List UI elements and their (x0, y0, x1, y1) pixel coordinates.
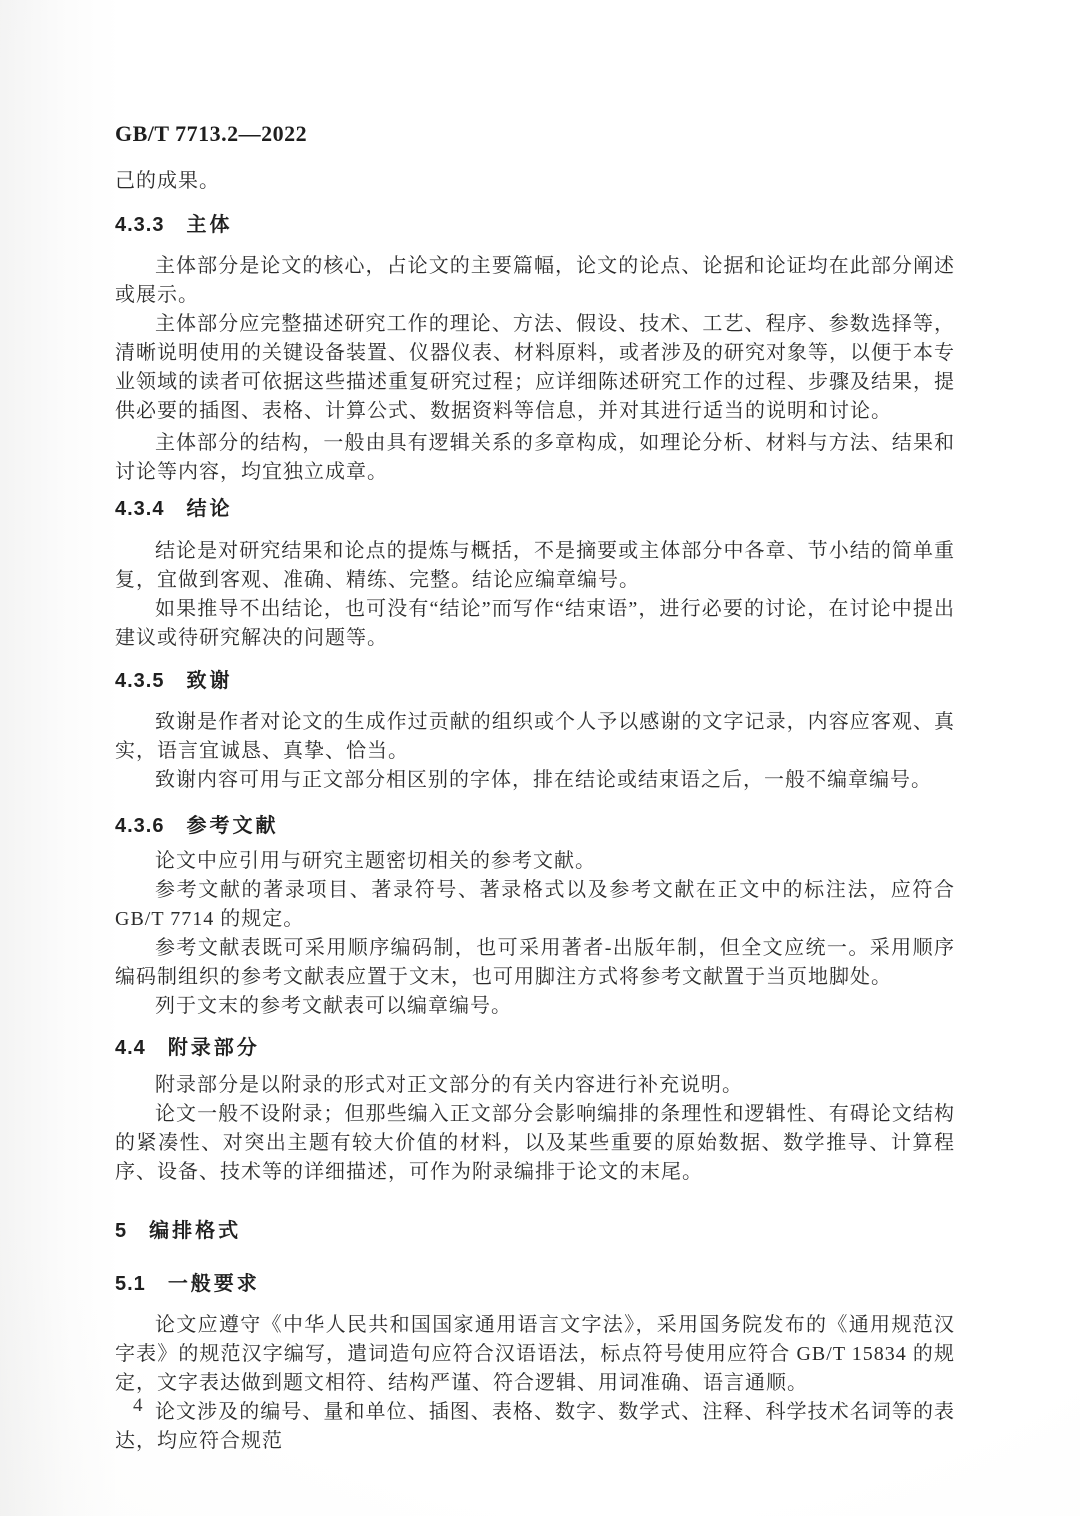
section-number: 4.3.6 (115, 815, 165, 837)
section-title: 一般要求 (167, 1273, 260, 1295)
paragraph: 如果推导不出结论，也可没有“结论”而写作“结束语”，进行必要的讨论，在讨论中提出建议或待研究解决的问题等。 (115, 598, 955, 649)
paragraph: 致谢内容可用与正文部分相区别的字体，排在结论或结束语之后，一般不编章编号。 (155, 769, 932, 791)
paragraph: 论文中应引用与研究主题密切相关的参考文献。 (155, 850, 596, 872)
section-title: 参考文献 (186, 815, 279, 837)
paragraph: 参考文献的著录项目、著录符号、著录格式以及参考文献在正文中的标注法，应符合 GB/T 7714 的规定。 (115, 879, 955, 930)
section-number: 4.3.4 (115, 498, 165, 520)
section-heading-4-3-5 (115, 666, 955, 696)
section-title: 附录部分 (167, 1037, 260, 1059)
paragraph: 列于文末的参考文献表可以编章编号。 (155, 995, 512, 1017)
paragraph: 参考文献表既可采用顺序编码制，也可采用著者-出版年制，但全文应统一。采用顺序编码制组织的参考文献表应置于文末，也可用脚注方式将参考文献置于当页地脚处。 (115, 937, 955, 988)
paragraph: 主体部分的结构，一般由具有逻辑关系的多章构成，如理论分析、材料与方法、结果和讨论等内容，均宜独立成章。 (115, 432, 955, 483)
paragraph: 附录部分是以附录的形式对正文部分的有关内容进行补充说明。 (155, 1074, 743, 1096)
section-heading-5 (115, 1216, 955, 1246)
section-number: 5.1 (115, 1273, 146, 1295)
paragraph: 论文一般不设附录；但那些编入正文部分会影响编排的条理性和逻辑性、有碍论文结构的紧凑性、对突出主题有较大价值的材料，以及某些重要的原始数据、数学推导、计算程序、设备、技术等的详细描述，可作为附录编排于论文的末尾。 (115, 1103, 955, 1183)
section-title: 编排格式 (149, 1220, 242, 1242)
section-number: 5 (115, 1220, 128, 1242)
section-title: 结论 (186, 498, 233, 520)
paragraph: 论文应遵守《中华人民共和国国家通用语言文字法》，采用国务院发布的《通用规范汉字表》的规范汉字编写，遣词造句应符合汉语语法，标点符号使用应符合 GB/T 15834 的规定，文字表达做到题文相符、结构严谨、符合逻辑、用词准确、语言通顺。 (115, 1314, 955, 1394)
paragraph: 致谢是作者对论文的生成作过贡献的组织或个人予以感谢的文字记录，内容应客观、真实，语言宜诚恳、真挚、恰当。 (115, 711, 955, 762)
section-number: 4.3.3 (115, 214, 165, 236)
paragraph: 论文涉及的编号、量和单位、插图、表格、数字、数学式、注释、科学技术名词等的表达，均应符合规范 (115, 1401, 955, 1452)
section-heading-4-3-3 (115, 210, 955, 240)
section-number: 4.4 (115, 1037, 146, 1059)
page-content (115, 0, 955, 1456)
paragraph-carryover: 己的成果。 (115, 170, 220, 192)
section-heading-4-3-6 (115, 811, 955, 841)
section-heading-4-4 (115, 1033, 955, 1063)
section-heading-4-3-4 (115, 494, 955, 524)
section-title: 主体 (186, 214, 233, 236)
paragraph: 主体部分应完整描述研究工作的理论、方法、假设、技术、工艺、程序、参数选择等，清晰说明使用的关键设备装置、仪器仪表、材料原料，或者涉及的研究对象等，以便于本专业领域的读者可依据这些描述重复研究过程；应详细陈述研究工作的过程、步骤及结果，提供必要的插图、表格、计算公式、数据资料等信息，并对其进行适当的说明和讨论。 (115, 313, 955, 422)
paragraph: 结论是对研究结果和论点的提炼与概括，不是摘要或主体部分中各章、节小结的简单重复，宜做到客观、准确、精练、完整。结论应编章编号。 (115, 540, 955, 591)
standard-number-header: GB/T 7713.2—2022 (115, 121, 308, 146)
section-title: 致谢 (186, 670, 233, 692)
section-heading-5-1 (115, 1269, 955, 1299)
page-number: 4 (133, 1395, 143, 1416)
section-number: 4.3.5 (115, 670, 165, 692)
paragraph: 主体部分是论文的核心，占论文的主要篇幅，论文的论点、论据和论证均在此部分阐述或展示。 (115, 255, 955, 306)
